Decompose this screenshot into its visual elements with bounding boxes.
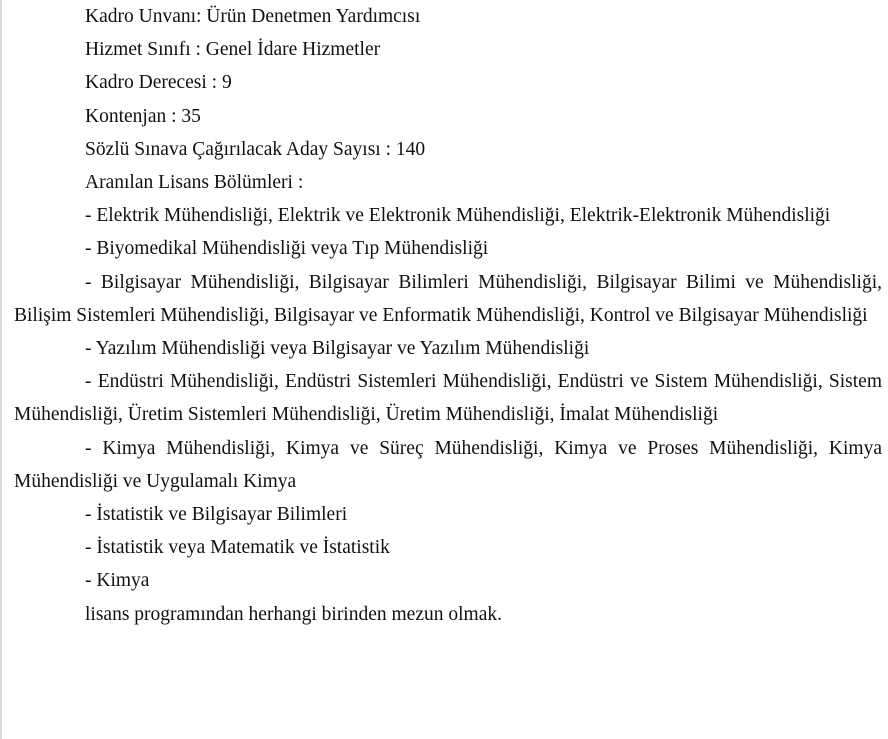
- department-item-yazilim: - Yazılım Mühendisliği veya Bilgisayar ve Yazılım Mühendisliği: [85, 338, 590, 360]
- department-item-elektrik: - Elektrik Mühendisliği, Elektrik ve Elektronik Mühendisliği, Elektrik-Elektronik Mühendisliği: [85, 205, 831, 227]
- kontenjan-line: Kontenjan : 35: [85, 105, 201, 127]
- lisans-bolumleri-heading: Aranılan Lisans Bölümleri :: [85, 172, 304, 194]
- kadro-unvani-line: Kadro Unvanı: Ürün Denetmen Yardımcısı: [85, 6, 421, 27]
- aday-sayisi-line: Sözlü Sınava Çağırılacak Aday Sayısı : 140: [85, 138, 426, 160]
- department-item-endustri: - Endüstri Mühendisliği, Endüstri Sistemleri Mühendisliği, Endüstri ve Sistem Mühendisliği, Sistem Mühendisliği, Üretim Sistemleri Mühendisliği, Üretim Mühendisliği, İmalat Mühendisliği: [14, 371, 882, 426]
- department-item-kimya-muhendisligi: - Kimya Mühendisliği, Kimya ve Süreç Mühendisliği, Kimya ve Proses Mühendisliği, Kimya Mühendisliği ve Uygulamalı Kimya: [14, 437, 882, 492]
- closing-line: lisans programından herhangi birinden mezun olmak.: [85, 603, 502, 625]
- department-item-istatistik-bilgisayar: - İstatistik ve Bilgisayar Bilimleri: [85, 504, 348, 526]
- document-body: [14, 0, 882, 631]
- department-item-kimya: - Kimya: [85, 570, 150, 592]
- page-edge: [0, 0, 2, 739]
- hizmet-sinifi-line: Hizmet Sınıfı : Genel İdare Hizmetler: [85, 39, 381, 61]
- kadro-derecesi-line: Kadro Derecesi : 9: [85, 72, 232, 94]
- department-item-istatistik-matematik: - İstatistik veya Matematik ve İstatistik: [85, 537, 390, 559]
- department-item-biyomedikal: - Biyomedikal Mühendisliği veya Tıp Mühendisliği: [85, 238, 489, 260]
- department-item-bilgisayar: - Bilgisayar Mühendisliği, Bilgisayar Bilimleri Mühendisliği, Bilgisayar Bilimi ve Mühendisliği, Bilişim Sistemleri Mühendisliği, Bilgisayar ve Enformatik Mühendisliği, Kontrol ve Bilgisayar Mühendisliği: [14, 271, 882, 326]
